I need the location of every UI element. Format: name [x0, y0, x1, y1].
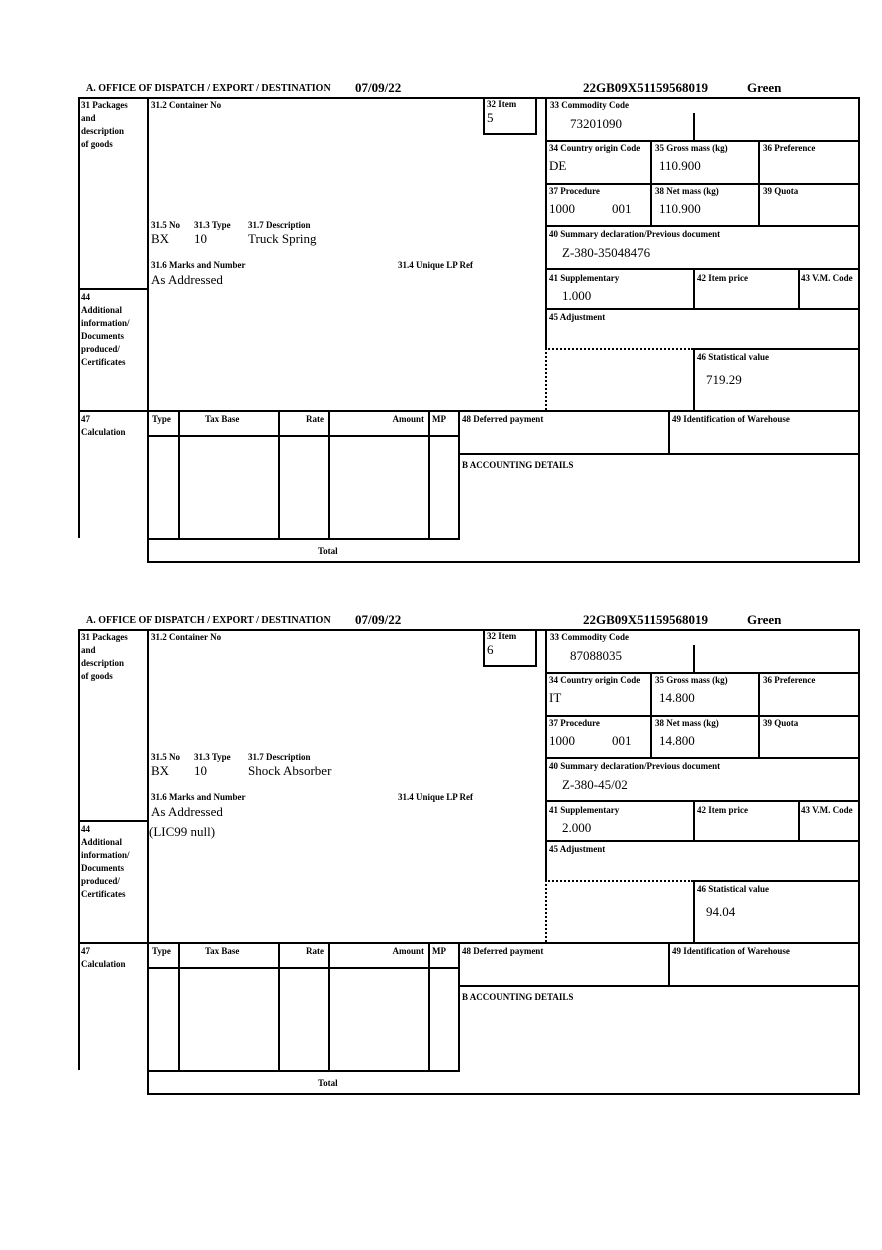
label-34-country-origin: 34 Country origin Code	[549, 143, 641, 153]
label-calc-amount: Amount	[392, 414, 424, 424]
label-b-accounting-details: B ACCOUNTING DETAILS	[462, 992, 574, 1002]
dispatch-date: 07/09/22	[355, 80, 402, 95]
label-39-quota: 39 Quota	[763, 718, 799, 728]
value-goods-description: Shock Absorber	[248, 763, 332, 778]
label-46-statistical-value: 46 Statistical value	[697, 884, 769, 894]
form-grid	[78, 629, 860, 1095]
label-31-packages: description	[81, 658, 125, 668]
grid-line	[545, 840, 860, 842]
label-48-deferred-payment: 48 Deferred payment	[462, 414, 544, 424]
label-31-3-type: 31.3 Type	[194, 220, 231, 230]
label-47-calculation: 47	[81, 414, 90, 424]
label-b-accounting-details: B ACCOUNTING DETAILS	[462, 460, 574, 470]
grid-line	[693, 348, 695, 410]
grid-line	[693, 880, 695, 942]
grid-line	[78, 820, 147, 822]
grid-line	[693, 348, 860, 350]
grid-line	[668, 942, 670, 985]
label-container-no: 31.2 Container No	[151, 632, 222, 642]
value-package-type: 10	[194, 231, 207, 246]
label-calc-type: Type	[152, 414, 171, 424]
dotted-line-h	[545, 348, 693, 350]
commodity-code-tick-line	[693, 113, 695, 140]
label-44-additional: Additional	[81, 305, 123, 315]
label-37-procedure: 37 Procedure	[549, 718, 600, 728]
label-calc-rate: Rate	[306, 414, 324, 424]
grid-line	[758, 672, 760, 757]
value-procedure-main: 1000	[549, 201, 575, 216]
grid-line	[147, 967, 460, 969]
grid-line	[147, 538, 460, 540]
label-31-3-type: 31.3 Type	[194, 752, 231, 762]
grid-line	[458, 453, 860, 455]
declaration-reference: 22GB09X51159568019	[583, 80, 708, 95]
value-marks: As Addressed	[151, 804, 223, 819]
label-31-packages: and	[81, 113, 96, 123]
dispatch-date: 07/09/22	[355, 612, 402, 627]
label-31-4-lp-ref: 31.4 Unique LP Ref	[398, 260, 474, 270]
grid-line	[758, 140, 760, 225]
grid-line	[693, 800, 695, 840]
label-44-additional: Certificates	[81, 357, 126, 367]
grid-line	[147, 97, 149, 563]
label-31-packages: description	[81, 126, 125, 136]
grid-line	[545, 225, 860, 227]
label-44-additional: Additional	[81, 837, 123, 847]
label-44-additional: 44	[81, 292, 90, 302]
grid-line	[545, 629, 547, 880]
label-45-adjustment: 45 Adjustment	[549, 844, 606, 854]
label-47-calculation: Calculation	[81, 959, 126, 969]
grid-line	[798, 268, 800, 308]
label-31-7-description: 31.7 Description	[248, 220, 311, 230]
grid-line	[458, 410, 460, 538]
grid-line	[545, 140, 860, 142]
grid-line	[78, 410, 860, 412]
value-summary-declaration: Z-380-35048476	[562, 245, 651, 260]
label-35-gross-mass: 35 Gross mass (kg)	[655, 143, 728, 153]
label-31-packages: and	[81, 645, 96, 655]
label-42-item-price: 42 Item price	[697, 273, 748, 283]
value-package-type: 10	[194, 763, 207, 778]
value-net-mass: 110.900	[659, 201, 701, 216]
grid-line	[147, 561, 860, 563]
label-calc-type: Type	[152, 946, 171, 956]
label-container-no: 31.2 Container No	[151, 100, 222, 110]
value-item-no: 6	[487, 642, 494, 657]
label-40-summary-declaration: 40 Summary declaration/Previous document	[549, 229, 721, 239]
value-summary-declaration: Z-380-45/02	[562, 777, 628, 792]
grid-line	[545, 672, 860, 674]
label-41-supplementary: 41 Supplementary	[549, 805, 620, 815]
value-procedure-extra: 001	[612, 733, 632, 748]
dotted-line-h	[545, 880, 693, 882]
item-box-left-line	[483, 629, 485, 665]
value-gross-mass: 110.900	[659, 158, 701, 173]
label-44-additional: Certificates	[81, 889, 126, 899]
item-box-right-line	[535, 97, 537, 133]
routing-status: Green	[747, 80, 782, 95]
label-31-4-lp-ref: 31.4 Unique LP Ref	[398, 792, 474, 802]
grid-line	[458, 985, 860, 987]
label-47-calculation: Calculation	[81, 427, 126, 437]
value-additional-info: (LIC99 null)	[149, 824, 216, 839]
label-calc-amount: Amount	[392, 946, 424, 956]
label-38-net-mass: 38 Net mass (kg)	[655, 186, 719, 196]
label-31-7-description: 31.7 Description	[248, 752, 311, 762]
grid-line	[545, 757, 860, 759]
dotted-line-v	[545, 348, 547, 410]
label-41-supplementary: 41 Supplementary	[549, 273, 620, 283]
value-country-origin: IT	[549, 690, 562, 705]
label-calc-mp: MP	[432, 414, 446, 424]
grid-line	[278, 942, 280, 1070]
label-31-packages: 31 Packages	[81, 632, 128, 642]
label-45-adjustment: 45 Adjustment	[549, 312, 606, 322]
grid-line	[545, 308, 860, 310]
label-31-6-marks: 31.6 Marks and Number	[151, 792, 246, 802]
label-42-item-price: 42 Item price	[697, 805, 748, 815]
value-commodity-code: 73201090	[570, 116, 622, 131]
item-box-bottom-line	[483, 133, 537, 135]
value-procedure-extra: 001	[612, 201, 632, 216]
label-44-additional: Documents	[81, 331, 124, 341]
label-31-packages: 31 Packages	[81, 100, 128, 110]
label-32-item: 32 Item	[487, 631, 517, 641]
value-statistical-value: 719.29	[706, 372, 742, 387]
grid-line	[147, 1093, 860, 1095]
grid-line	[147, 629, 149, 1095]
grid-line	[693, 268, 695, 308]
grid-line	[328, 942, 330, 1070]
grid-line	[147, 435, 460, 437]
value-package-no: BX	[151, 231, 170, 246]
grid-line	[178, 942, 180, 1070]
label-32-item: 32 Item	[487, 99, 517, 109]
label-40-summary-declaration: 40 Summary declaration/Previous document	[549, 761, 721, 771]
grid-line	[428, 942, 430, 1070]
value-statistical-value: 94.04	[706, 904, 736, 919]
label-calc-tax-base: Tax Base	[205, 946, 240, 956]
label-33-commodity-code: 33 Commodity Code	[550, 632, 629, 642]
grid-line	[545, 97, 547, 348]
grid-line	[78, 942, 860, 944]
grid-line	[545, 183, 860, 185]
label-44-additional: 44	[81, 824, 90, 834]
label-49-warehouse-id: 49 Identification of Warehouse	[672, 414, 790, 424]
grid-line	[78, 629, 80, 1070]
grid-line	[428, 410, 430, 538]
value-procedure-main: 1000	[549, 733, 575, 748]
label-36-preference: 36 Preference	[763, 143, 816, 153]
label-31-5-no: 31.5 No	[151, 752, 180, 762]
grid-line	[650, 140, 652, 225]
grid-line	[278, 410, 280, 538]
label-33-commodity-code: 33 Commodity Code	[550, 100, 629, 110]
label-31-6-marks: 31.6 Marks and Number	[151, 260, 246, 270]
value-country-origin: DE	[549, 158, 567, 173]
label-47-calculation: 47	[81, 946, 90, 956]
customs-item-form-1	[78, 78, 862, 564]
item-box-left-line	[483, 97, 485, 133]
item-box-right-line	[535, 629, 537, 665]
grid-line	[78, 288, 147, 290]
routing-status: Green	[747, 612, 782, 627]
value-commodity-code: 87088035	[570, 648, 622, 663]
grid-line	[545, 268, 860, 270]
label-31-5-no: 31.5 No	[151, 220, 180, 230]
label-48-deferred-payment: 48 Deferred payment	[462, 946, 544, 956]
grid-line	[693, 880, 860, 882]
label-total: Total	[318, 546, 338, 556]
item-box-bottom-line	[483, 665, 537, 667]
label-44-additional: produced/	[81, 344, 120, 354]
label-46-statistical-value: 46 Statistical value	[697, 352, 769, 362]
label-44-additional: information/	[81, 318, 130, 328]
grid-line	[858, 97, 860, 563]
grid-line	[798, 800, 800, 840]
label-35-gross-mass: 35 Gross mass (kg)	[655, 675, 728, 685]
label-31-packages: of goods	[81, 139, 113, 149]
label-total: Total	[318, 1078, 338, 1088]
label-37-procedure: 37 Procedure	[549, 186, 600, 196]
dotted-line-v	[545, 880, 547, 942]
label-44-additional: information/	[81, 850, 130, 860]
label-36-preference: 36 Preference	[763, 675, 816, 685]
label-44-additional: Documents	[81, 863, 124, 873]
declaration-reference: 22GB09X51159568019	[583, 612, 708, 627]
grid-line	[545, 800, 860, 802]
value-package-no: BX	[151, 763, 170, 778]
grid-line	[78, 97, 80, 538]
value-goods-description: Truck Spring	[248, 231, 317, 246]
form-grid	[78, 97, 860, 563]
label-calc-rate: Rate	[306, 946, 324, 956]
grid-line	[458, 942, 460, 1070]
value-supplementary: 1.000	[562, 288, 592, 303]
label-31-packages: of goods	[81, 671, 113, 681]
grid-line	[178, 410, 180, 538]
label-43-vm-code: 43 V.M. Code	[801, 273, 853, 283]
grid-line	[147, 1070, 460, 1072]
label-calc-tax-base: Tax Base	[205, 414, 240, 424]
label-39-quota: 39 Quota	[763, 186, 799, 196]
label-34-country-origin: 34 Country origin Code	[549, 675, 641, 685]
grid-line	[650, 672, 652, 757]
label-49-warehouse-id: 49 Identification of Warehouse	[672, 946, 790, 956]
label-calc-mp: MP	[432, 946, 446, 956]
office-of-dispatch-label: A. OFFICE OF DISPATCH / EXPORT / DESTINATION	[86, 615, 331, 626]
value-gross-mass: 14.800	[659, 690, 695, 705]
value-net-mass: 14.800	[659, 733, 695, 748]
label-43-vm-code: 43 V.M. Code	[801, 805, 853, 815]
value-supplementary: 2.000	[562, 820, 592, 835]
commodity-code-tick-line	[693, 645, 695, 672]
grid-line	[78, 97, 860, 99]
office-of-dispatch-label: A. OFFICE OF DISPATCH / EXPORT / DESTINATION	[86, 83, 331, 94]
value-marks: As Addressed	[151, 272, 223, 287]
customs-item-form-2	[78, 610, 862, 1096]
value-item-no: 5	[487, 110, 494, 125]
grid-line	[668, 410, 670, 453]
grid-line	[858, 629, 860, 1095]
grid-line	[78, 629, 860, 631]
grid-line	[545, 715, 860, 717]
label-38-net-mass: 38 Net mass (kg)	[655, 718, 719, 728]
label-44-additional: produced/	[81, 876, 120, 886]
grid-line	[328, 410, 330, 538]
